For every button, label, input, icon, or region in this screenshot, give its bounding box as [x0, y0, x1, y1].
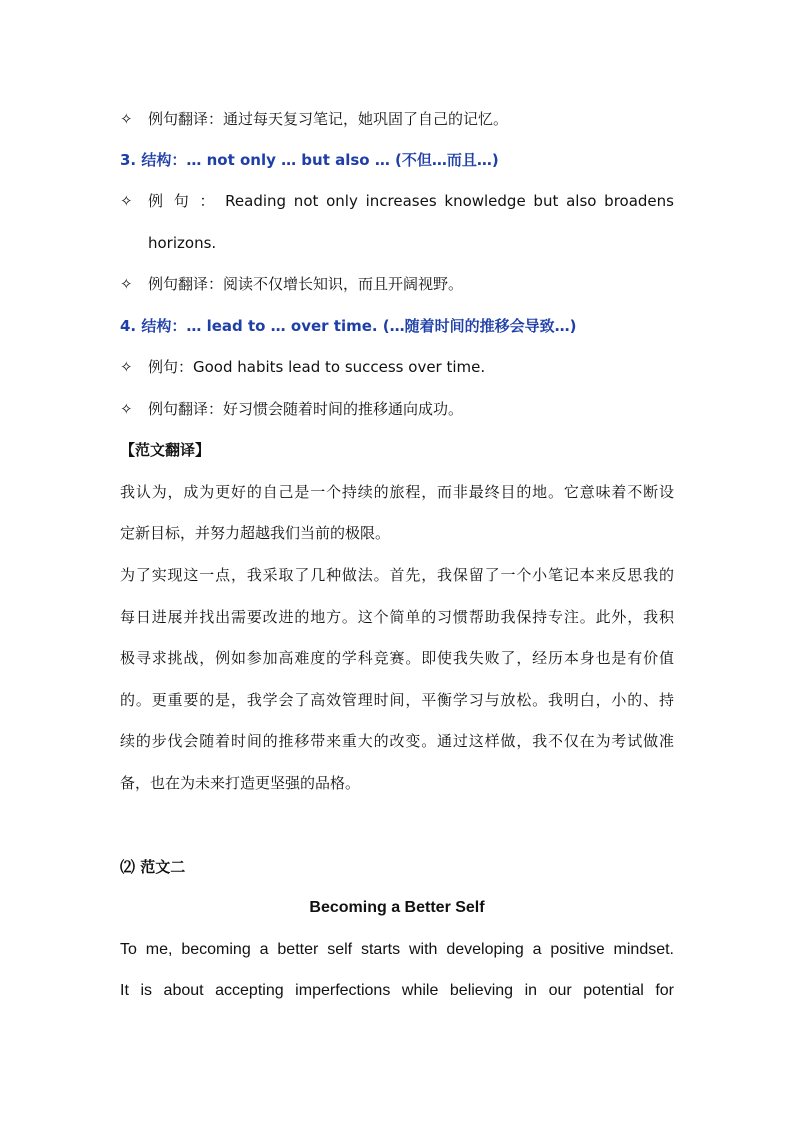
translation-paragraph-line: 的。更重要的是，我学会了高效管理时间，平衡学习与放松。我明白，小的、持	[120, 691, 674, 709]
translation-paragraph-line: 续的步伐会随着时间的推移带来重大的改变。通过这样做，我不仅在为考试做准	[120, 732, 674, 750]
diamond-bullet-icon: ✧	[120, 192, 133, 210]
diamond-bullet-icon: ✧	[120, 358, 133, 376]
example-sentence-line: 例句：Good habits lead to success over time.	[148, 358, 486, 376]
diamond-bullet-icon: ✧	[120, 275, 133, 293]
diamond-bullet-icon: ✧	[120, 400, 133, 418]
translation-paragraph-line: 定新目标，并努力超越我们当前的极限。	[120, 524, 391, 542]
translation-paragraph-line: 极寻求挑战，例如参加高难度的学科竞赛。即使我失败了，经历本身也是有价值	[120, 649, 674, 667]
translation-paragraph-line: 备，也在为未来打造更坚强的品格。	[120, 774, 361, 792]
example-sentence-continuation: horizons.	[148, 234, 217, 252]
example-translation-line: 例句翻译：阅读不仅增长知识，而且开阔视野。	[148, 275, 464, 293]
translation-paragraph-line: 为了实现这一点，我采取了几种做法。首先，我保留了一个小笔记本来反思我的	[120, 566, 674, 584]
diamond-bullet-icon: ✧	[120, 110, 133, 128]
essay-paragraph-line: To me, becoming a better self starts with developing a positive mindset.	[120, 941, 674, 958]
example-sentence-line: 例 句 ： Reading not only increases knowledge but also broadens	[148, 192, 674, 210]
essay-paragraph-line: It is about accepting imperfections while believing in our potential for	[120, 982, 674, 999]
example-translation-line: 例句翻译：通过每天复习笔记，她巩固了自己的记忆。	[148, 110, 509, 128]
translation-section-heading: 【范文翻译】	[120, 441, 211, 459]
translation-paragraph-line: 每日进展并找出需要改进的地方。这个简单的习惯帮助我保持专注。此外，我积	[120, 608, 674, 626]
section-heading-model-essay-2: ⑵ 范文二	[120, 858, 186, 876]
example-translation-line: 例句翻译：好习惯会随着时间的推移通向成功。	[148, 400, 464, 418]
structure-heading-3: 3. 结构：… not only … but also … (不但…而且…)	[120, 151, 499, 169]
translation-paragraph-line: 我认为，成为更好的自己是一个持续的旅程，而非最终目的地。它意味着不断设	[120, 483, 674, 501]
essay-title: Becoming a Better Self	[309, 899, 485, 916]
structure-heading-4: 4. 结构：… lead to … over time. (…随着时间的推移会导致…)	[120, 317, 577, 335]
